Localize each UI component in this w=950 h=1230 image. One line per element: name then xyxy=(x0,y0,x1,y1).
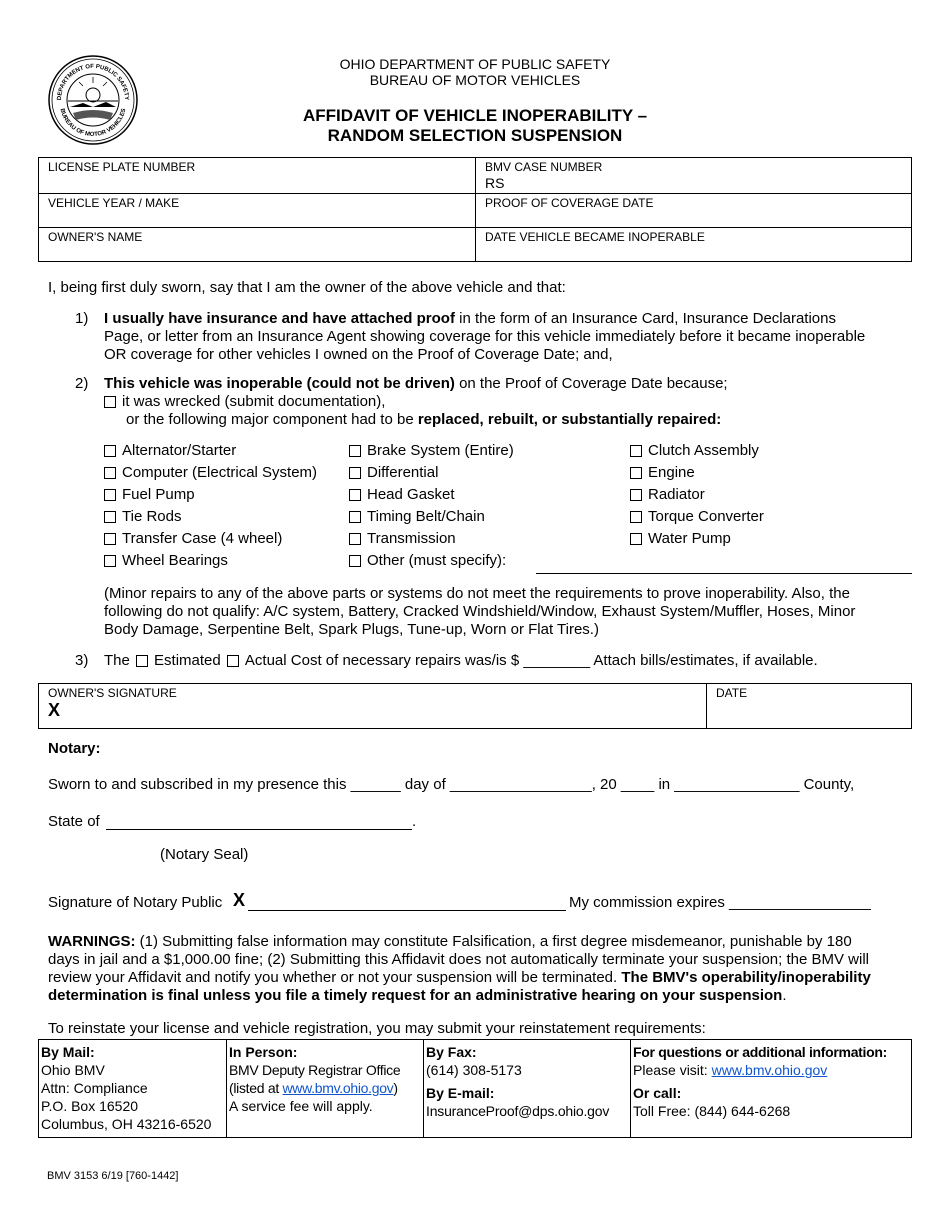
component-checkbox[interactable] xyxy=(349,445,361,457)
estimated-label: Estimated xyxy=(154,652,221,669)
contact-table xyxy=(38,1039,912,1138)
component-label: Timing Belt/Chain xyxy=(367,508,485,525)
fax-number: (614) 308-5173 xyxy=(426,1062,522,1078)
reinstate-text: To reinstate your license and vehicle registration, you may submit your reinstatement requirements: xyxy=(48,1020,706,1037)
by-mail-heading: By Mail: xyxy=(41,1044,95,1060)
warnings-line-2: days in jail and a $1,000.00 fine; (2) Submitting this Affidavit does not automatically terminate your suspension; the BMV will xyxy=(48,951,870,968)
item-1-line-2: Page, or letter from an Insurance Agent showing coverage for this vehicle immediately before it became inoperable xyxy=(104,328,866,345)
sworn-intro: I, being first duly sworn, say that I am the owner of the above vehicle and that: xyxy=(48,279,566,296)
listed-at-post: ) xyxy=(393,1080,398,1096)
component-checkbox[interactable] xyxy=(349,533,361,545)
visit-link[interactable]: www.bmv.ohio.gov xyxy=(711,1062,828,1078)
email-address[interactable]: InsuranceProof@dps.ohio.gov xyxy=(426,1103,610,1119)
component-checkbox[interactable] xyxy=(349,467,361,479)
component-label: Head Gasket xyxy=(367,486,455,503)
components-col-2 xyxy=(349,440,514,572)
warnings-text-1: (1) Submitting false information may constitute Falsification, a first degree misdemeanor, punishable by 180 xyxy=(135,933,852,950)
bmv-case-label: BMV CASE NUMBER xyxy=(485,160,603,174)
notary-signature-label: Signature of Notary Public xyxy=(48,894,223,911)
notary-signature-line[interactable] xyxy=(248,910,566,911)
item-2-number: 2) xyxy=(75,375,89,392)
component-item[interactable] xyxy=(349,506,514,528)
component-label: Other (must specify): xyxy=(367,552,507,569)
component-checkbox[interactable] xyxy=(630,533,642,545)
component-item[interactable] xyxy=(630,440,764,462)
notary-sworn-line: Sworn to and subscribed in my presence this ______ day of _________________, 20 ____ in _______________ County, xyxy=(48,776,855,793)
component-checkbox[interactable] xyxy=(630,467,642,479)
notary-state-label: State of xyxy=(48,813,100,830)
component-checkbox[interactable] xyxy=(104,533,116,545)
component-checkbox[interactable] xyxy=(349,555,361,567)
proof-coverage-date-field[interactable] xyxy=(476,194,912,228)
owner-name-field[interactable] xyxy=(39,228,476,262)
component-label: Radiator xyxy=(648,486,705,503)
component-label: Alternator/Starter xyxy=(122,442,237,459)
component-label: Transmission xyxy=(367,530,456,547)
item-2-rest: on the Proof of Coverage Date because; xyxy=(454,375,728,392)
proof-coverage-date-label: PROOF OF COVERAGE DATE xyxy=(485,196,654,210)
item-1-number: 1) xyxy=(75,310,89,327)
visit-pre: Please visit: xyxy=(633,1062,712,1078)
or-call-heading: Or call: xyxy=(633,1085,682,1101)
components-col-3 xyxy=(630,440,764,550)
component-item[interactable] xyxy=(349,528,514,550)
owner-signature-field[interactable] xyxy=(39,684,707,729)
component-checkbox[interactable] xyxy=(104,555,116,567)
component-checkbox[interactable] xyxy=(104,489,116,501)
component-intro: or the following major component had to be xyxy=(126,411,418,428)
component-checkbox[interactable] xyxy=(104,445,116,457)
minor-line-1: (Minor repairs to any of the above parts or systems do not meet the requirements to prove inoperability. Also, the xyxy=(104,585,850,602)
item-1-text xyxy=(104,310,924,364)
warnings-block xyxy=(48,933,918,1005)
component-checkbox[interactable] xyxy=(630,489,642,501)
notary-seal-label: (Notary Seal) xyxy=(160,846,249,863)
warnings-line-4-end: . xyxy=(782,987,787,1004)
component-checkbox[interactable] xyxy=(104,467,116,479)
component-checkbox[interactable] xyxy=(349,489,361,501)
warnings-line-4-bold: determination is final unless you file a timely request for an administrative hearing on your suspension xyxy=(48,987,783,1004)
signature-x-mark: X xyxy=(48,700,61,720)
form-number: BMV 3153 6/19 [760-1442] xyxy=(47,1170,179,1182)
item-1-bold: I usually have insurance and have attached proof xyxy=(104,310,455,327)
signature-date-label: DATE xyxy=(716,686,748,700)
wrecked-label: it was wrecked (submit documentation), xyxy=(122,393,386,410)
svg-text:DEPARTMENT OF PUBLIC SAFETY: DEPARTMENT OF PUBLIC SAFETY xyxy=(56,63,130,101)
owner-signature-label: OWNER'S SIGNATURE xyxy=(48,686,177,700)
component-label: Computer (Electrical System) xyxy=(122,464,318,481)
mail-line: Attn: Compliance xyxy=(41,1080,148,1096)
item-3-text xyxy=(104,652,924,670)
vehicle-year-make-label: VEHICLE YEAR / MAKE xyxy=(48,196,180,210)
agency-line-1: OHIO DEPARTMENT OF PUBLIC SAFETY xyxy=(339,56,611,72)
component-item[interactable] xyxy=(630,462,764,484)
component-item[interactable] xyxy=(104,550,317,572)
estimated-checkbox[interactable] xyxy=(136,655,148,667)
inoperable-date-label: DATE VEHICLE BECAME INOPERABLE xyxy=(485,230,705,244)
notary-state-period: . xyxy=(412,813,417,830)
in-person-cell xyxy=(227,1040,424,1138)
warnings-label: WARNINGS: xyxy=(48,933,136,950)
notary-heading: Notary: xyxy=(48,740,101,757)
item-3-the: The xyxy=(104,652,130,669)
component-item[interactable] xyxy=(630,484,764,506)
owner-name-label: OWNER'S NAME xyxy=(48,230,143,244)
component-item[interactable] xyxy=(630,528,764,550)
component-item[interactable] xyxy=(349,462,514,484)
owner-signature-table xyxy=(38,683,912,729)
bmv-case-prefix: RS xyxy=(485,175,505,191)
by-email-heading: By E-mail: xyxy=(426,1085,495,1101)
agency-heading xyxy=(0,56,950,88)
component-checkbox[interactable] xyxy=(349,511,361,523)
other-specify-line[interactable] xyxy=(536,573,912,574)
component-item[interactable] xyxy=(349,484,514,506)
fax-email-cell xyxy=(424,1040,631,1138)
component-item[interactable] xyxy=(630,506,764,528)
item-2-text xyxy=(104,375,924,429)
component-intro-bold: replaced, rebuilt, or substantially repaired: xyxy=(417,411,722,428)
by-mail-cell xyxy=(39,1040,227,1138)
bmv-website-link[interactable]: www.bmv.ohio.gov xyxy=(282,1080,394,1096)
questions-heading: For questions or additional information: xyxy=(633,1044,887,1060)
by-fax-heading: By Fax: xyxy=(426,1044,477,1060)
mail-line: Ohio BMV xyxy=(41,1062,105,1078)
title-line-2: RANDOM SELECTION SUSPENSION xyxy=(327,126,623,145)
minor-repairs-note xyxy=(104,585,924,639)
actual-label: Actual Cost of necessary repairs was/is $ ________ Attach bills/estimates, if available. xyxy=(244,652,818,669)
notary-x-mark: X xyxy=(233,890,246,910)
toll-free: Toll Free: (844) 644-6268 xyxy=(633,1103,791,1119)
wrecked-checkbox[interactable] xyxy=(104,396,116,408)
components-col-1 xyxy=(104,440,317,572)
component-label: Engine xyxy=(648,464,695,481)
license-plate-field[interactable] xyxy=(39,158,476,194)
mail-line: Columbus, OH 43216-6520 xyxy=(41,1116,212,1132)
component-label: Tie Rods xyxy=(122,508,182,525)
notary-state-line[interactable] xyxy=(106,829,412,830)
form-title xyxy=(0,106,950,146)
component-label: Differential xyxy=(367,464,439,481)
questions-cell xyxy=(631,1040,912,1138)
deputy-registrar: BMV Deputy Registrar Office xyxy=(229,1062,401,1078)
component-item[interactable] xyxy=(104,506,317,528)
in-person-heading: In Person: xyxy=(229,1044,298,1060)
component-item[interactable] xyxy=(349,440,514,462)
license-plate-label: LICENSE PLATE NUMBER xyxy=(48,160,196,174)
warnings-line-3-bold: The BMV's operability/inoperability xyxy=(621,969,871,986)
minor-line-2: following do not qualify: A/C system, Battery, Cracked Windshield/Window, Exhaust System/Muffler, Hoses, Minor xyxy=(104,603,856,620)
minor-line-3: Body Damage, Serpentine Belt, Spark Plugs, Tune-up, Worn or Flat Tires.) xyxy=(104,621,599,638)
vehicle-year-make-field[interactable] xyxy=(39,194,476,228)
component-label: Torque Converter xyxy=(648,508,764,525)
item-2-bold: This vehicle was inoperable (could not be driven) xyxy=(104,375,455,392)
component-item[interactable] xyxy=(104,528,317,550)
component-item[interactable] xyxy=(104,484,317,506)
component-item[interactable] xyxy=(104,462,317,484)
actual-checkbox[interactable] xyxy=(227,655,239,667)
warnings-line-3: review your Affidavit and notify you whether or not your suspension will be terminated. xyxy=(48,969,622,986)
title-line-1: AFFIDAVIT OF VEHICLE INOPERABILITY – xyxy=(302,106,648,125)
agency-line-2: BUREAU OF MOTOR VEHICLES xyxy=(369,72,581,88)
component-label: Water Pump xyxy=(648,530,731,547)
item-1-rest: in the form of an Insurance Card, Insurance Declarations xyxy=(454,310,836,327)
mail-line: P.O. Box 16520 xyxy=(41,1098,139,1114)
component-checkbox[interactable] xyxy=(104,511,116,523)
component-checkbox[interactable] xyxy=(630,445,642,457)
service-fee: A service fee will apply. xyxy=(229,1098,373,1114)
svg-text:BUREAU OF MOTOR VEHICLES: BUREAU OF MOTOR VEHICLES xyxy=(58,108,128,139)
commission-expires: My commission expires _________________ xyxy=(569,894,871,911)
item-1-line-3: OR coverage for other vehicles I owned on the Proof of Coverage Date; and, xyxy=(104,346,613,363)
component-item[interactable] xyxy=(104,440,317,462)
bmv-case-field[interactable] xyxy=(476,158,912,194)
component-label: Clutch Assembly xyxy=(648,442,759,459)
component-label: Fuel Pump xyxy=(122,486,195,503)
signature-date-field[interactable] xyxy=(707,684,912,729)
vehicle-info-table xyxy=(38,157,912,262)
inoperable-date-field[interactable] xyxy=(476,228,912,262)
component-label: Wheel Bearings xyxy=(122,552,228,569)
component-label: Brake System (Entire) xyxy=(367,442,514,459)
component-label: Transfer Case (4 wheel) xyxy=(122,530,283,547)
item-3-number: 3) xyxy=(75,652,89,669)
component-checkbox[interactable] xyxy=(630,511,642,523)
component-item[interactable] xyxy=(349,550,514,572)
listed-at-pre: (listed at xyxy=(229,1080,283,1096)
